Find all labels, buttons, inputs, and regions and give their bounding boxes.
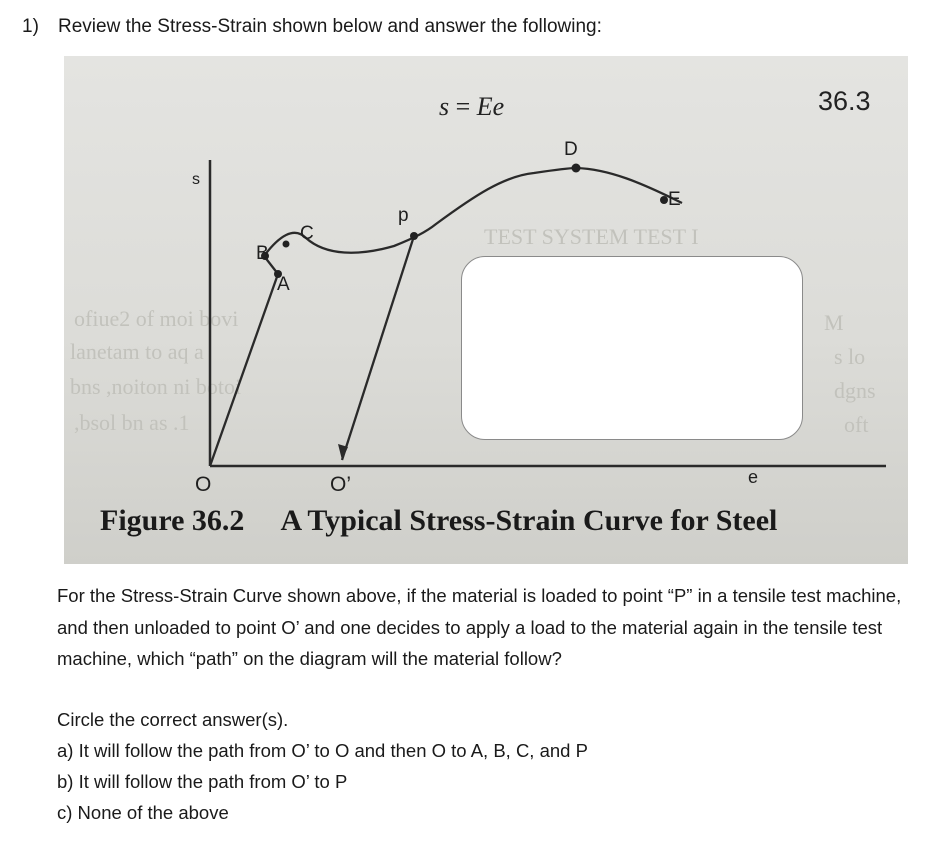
elastic-line	[210, 274, 278, 466]
point-d-marker	[572, 164, 581, 173]
axis-x-label: e	[748, 467, 759, 487]
bleed-through-text: lanetam to aq a	[70, 339, 204, 364]
answer-option-b[interactable]: b) It will follow the path from O’ to P	[57, 771, 348, 792]
figure-caption	[100, 504, 777, 538]
bleed-through-text: M	[824, 310, 844, 335]
unloading-line	[342, 236, 414, 460]
point-p-label: p	[398, 205, 409, 226]
point-p-marker	[410, 232, 418, 240]
origin-label: O	[195, 473, 212, 496]
point-a-label: A	[277, 274, 290, 295]
bleed-through-text: dgns	[834, 378, 876, 403]
point-c-label: C	[300, 223, 314, 244]
hookes-law-formula	[439, 92, 504, 122]
question-paragraph: For the Stress-Strain Curve shown above, if the material is loaded to point “P” in a tensile test machine, and then unloaded to point O’ and one decides to apply a load to the material again in the tensile test machine, which “path” on the diagram will the material follow?	[57, 585, 902, 669]
unload-point-label: O’	[330, 473, 351, 496]
caption-figure-id: Figure 36.2	[100, 504, 245, 537]
point-c-marker	[283, 241, 290, 248]
bleed-through-text: s lo	[834, 344, 866, 369]
question-heading-text: Review the Stress-Strain shown below and answer the following:	[58, 16, 602, 37]
formula-lhs: s	[439, 92, 450, 121]
formula-eq: =	[449, 92, 477, 121]
formula-rhs: Ee	[476, 92, 505, 121]
answer-instruction: Circle the correct answer(s).	[57, 709, 289, 730]
question-heading	[22, 14, 602, 40]
point-e-marker	[660, 196, 668, 204]
bleed-through-text: ,bsol bn as .1	[74, 410, 190, 435]
question-number: 1)	[22, 16, 39, 37]
bleed-through-text: bns ,noiton ni botoi	[70, 374, 242, 399]
answer-option-c[interactable]: c) None of the above	[57, 802, 229, 823]
point-d-label: D	[564, 139, 578, 160]
caption-title: A Typical Stress-Strain Curve for Steel	[280, 504, 778, 537]
blank-answer-box	[461, 256, 803, 440]
axis-y-label: s	[192, 171, 200, 188]
answer-option-a[interactable]: a) It will follow the path from O’ to O and then O to A, B, C, and P	[57, 740, 588, 761]
point-e-label: E	[668, 189, 681, 210]
point-b-label: B	[256, 243, 269, 264]
bleed-through-text: ofiue2 of moi bovi	[74, 306, 239, 331]
figure-number: 36.3	[818, 86, 871, 116]
stress-strain-figure	[64, 56, 908, 564]
bleed-through-text: TEST SYSTEM TEST I	[484, 224, 699, 249]
bleed-through-text: oft	[844, 412, 869, 437]
